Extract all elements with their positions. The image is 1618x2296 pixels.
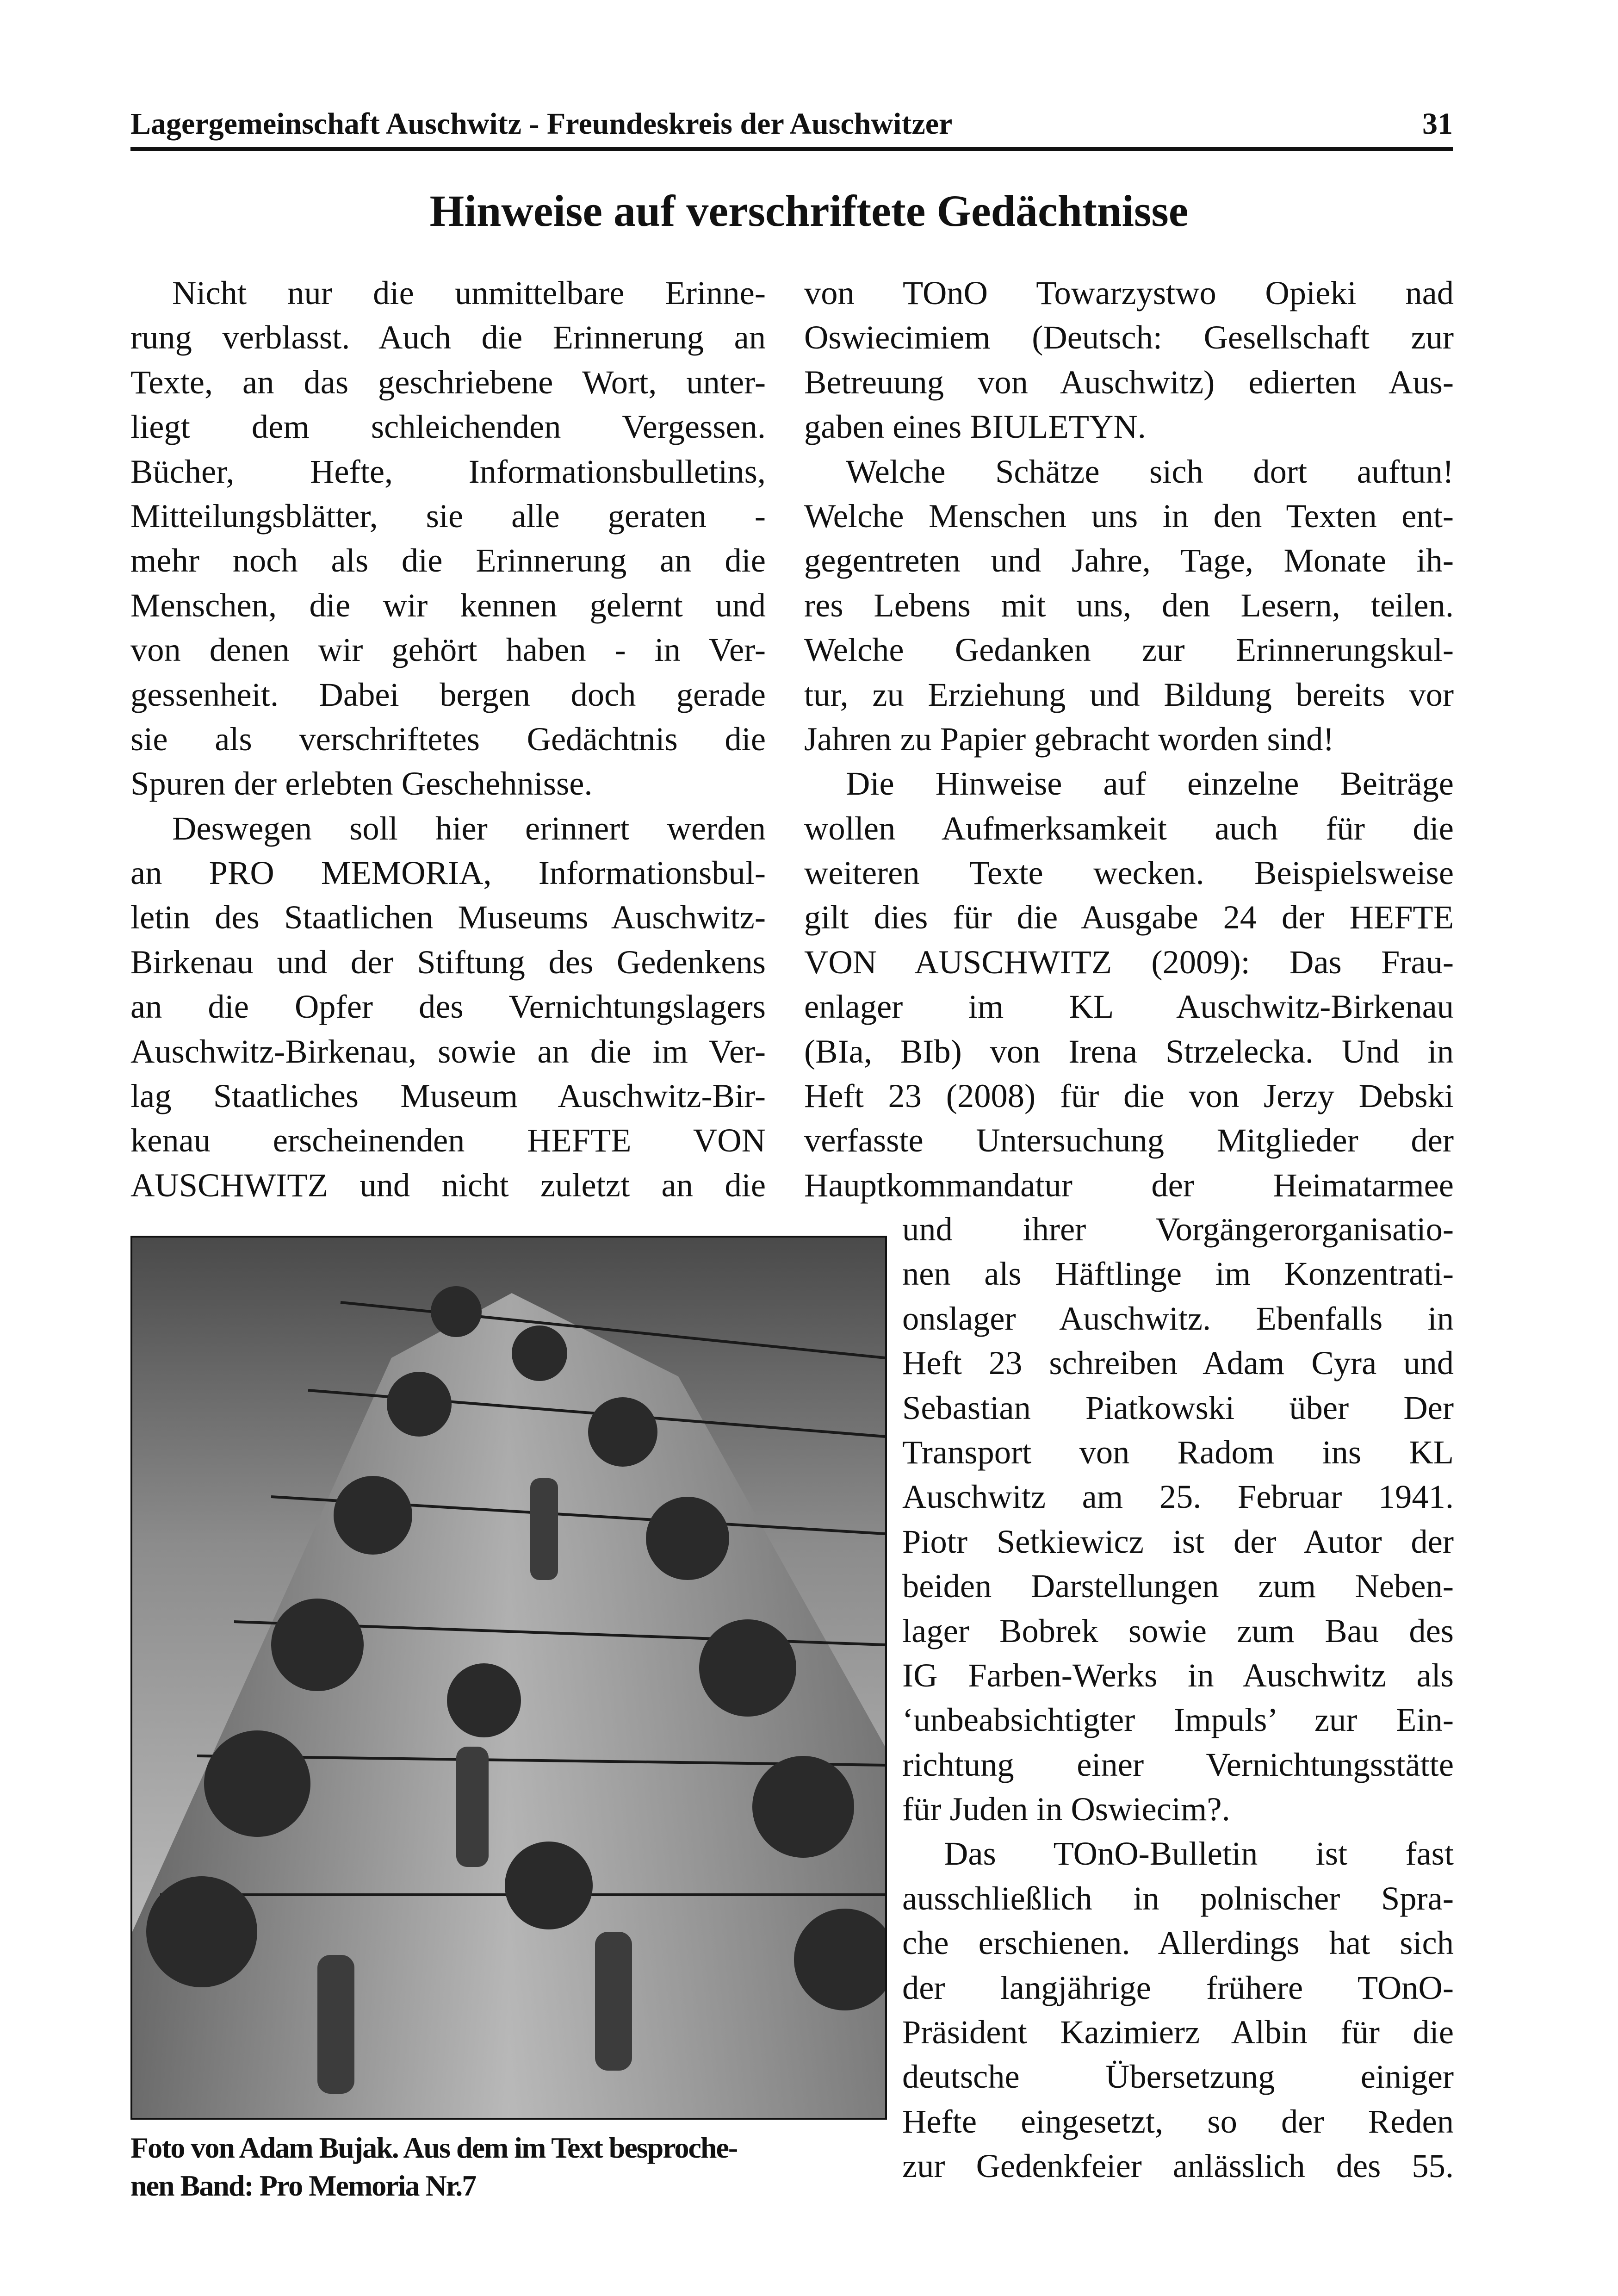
text-line: gegentreten und Jahre, Tage, Monate ih-	[804, 541, 1454, 579]
column-right	[804, 271, 1454, 1207]
text-line: weiteren Texte wecken. Beispielsweise	[804, 854, 1454, 892]
text-line: Piotr Setkiewicz ist der Autor der	[902, 1522, 1454, 1560]
text-line: Nicht nur die unmittelbare Erinne-	[172, 274, 766, 311]
text-line: mehr noch als die Erinnerung an die	[130, 541, 766, 579]
text-line: Betreuung von Auschwitz) edierten Aus-	[804, 363, 1454, 401]
running-header-title: Lagergemeinschaft Auschwitz - Freundeskreis der Auschwitzer	[130, 107, 953, 141]
text-line: an PRO MEMORIA, Informationsbul-	[130, 854, 766, 892]
text-line: VON AUSCHWITZ (2009): Das Frau-	[804, 943, 1454, 981]
text-line: Deswegen soll hier erinnert werden	[172, 809, 766, 847]
text-line: Hauptkommandatur der Heimatarmee	[804, 1166, 1454, 1204]
text-line: Spuren der erlebten Geschehnisse.	[130, 765, 593, 803]
text-line: richtung einer Vernichtungsstätte	[902, 1745, 1454, 1783]
text-line: nen als Häftlinge im Konzentrati-	[902, 1255, 1454, 1293]
column-left	[130, 271, 766, 1207]
text-line: lager Bobrek sowie zum Bau des	[902, 1612, 1454, 1649]
text-line: (BIa, BIb) von Irena Strzelecka. Und in	[804, 1032, 1454, 1070]
text-line: deutsche Übersetzung einiger	[902, 2058, 1454, 2096]
text-line: che erschienen. Allerdings hat sich	[902, 1924, 1454, 1962]
text-line: rung verblasst. Auch die Erinnerung an	[130, 318, 766, 356]
header-rule	[130, 147, 1453, 151]
text-line: Birkenau und der Stiftung des Gedenkens	[130, 943, 766, 981]
text-line: Welche Menschen uns in den Texten ent-	[804, 497, 1454, 535]
caption-line: nen Band: Pro Memoria Nr.7	[130, 2169, 476, 2202]
text-line: res Lebens mit uns, den Lesern, teilen.	[804, 586, 1454, 624]
text-line: letin des Staatlichen Museums Auschwitz-	[130, 898, 766, 936]
text-line: onslager Auschwitz. Ebenfalls in	[902, 1299, 1454, 1337]
text-line: der langjährige frühere TOnO-	[902, 1968, 1454, 2006]
page-number: 31	[1422, 107, 1453, 141]
text-line: Präsident Kazimierz Albin für die	[902, 2013, 1454, 2051]
text-line: wollen Aufmerksamkeit auch für die	[804, 809, 1454, 847]
text-line: enlager im KL Auschwitz-Birkenau	[804, 988, 1454, 1026]
text-line: Auschwitz am 25. Februar 1941.	[902, 1478, 1454, 1516]
text-line: ‘unbeabsichtigter Impuls’ zur Ein-	[902, 1701, 1454, 1739]
text-line: Menschen, die wir kennen gelernt und	[130, 586, 766, 624]
text-line: Auschwitz-Birkenau, sowie an die im Ver-	[130, 1032, 766, 1070]
text-line: an die Opfer des Vernichtungslagers	[130, 988, 766, 1026]
text-line: gilt dies für die Ausgabe 24 der HEFTE	[804, 898, 1454, 936]
text-line: Heft 23 (2008) für die von Jerzy Debski	[804, 1077, 1454, 1115]
text-line: Hefte eingesetzt, so der Reden	[902, 2102, 1454, 2140]
text-line: liegt dem schleichenden Vergessen.	[130, 408, 766, 446]
text-line: tur, zu Erziehung und Bildung bereits vor	[804, 675, 1454, 713]
text-line: Texte, an das geschriebene Wort, unter-	[130, 363, 766, 401]
column-right-wrap	[902, 1207, 1454, 2189]
text-line: ausschließlich in polnischer Spra-	[902, 1879, 1454, 1917]
text-line: Mitteilungsblätter, sie alle geraten -	[130, 497, 766, 535]
caption-line: Foto von Adam Bujak. Aus dem im Text besproche-	[130, 2131, 738, 2164]
text-line: AUSCHWITZ und nicht zuletzt an die	[130, 1166, 766, 1204]
photo-illustration	[132, 1238, 885, 2118]
text-line: Welche Schätze sich dort auftun!	[846, 452, 1454, 490]
text-line: beiden Darstellungen zum Neben-	[902, 1567, 1454, 1605]
text-line: für Juden in Oswiecim?.	[902, 1790, 1230, 1828]
article-title: Hinweise auf verschriftete Gedächtnisse	[429, 186, 1189, 236]
text-line: gessenheit. Dabei bergen doch gerade	[130, 675, 766, 713]
text-line: sie als verschriftetes Gedächtnis die	[130, 720, 766, 758]
text-line: Die Hinweise auf einzelne Beiträge	[846, 765, 1454, 803]
text-line: gaben eines BIULETYN.	[804, 408, 1146, 446]
text-line: IG Farben-Werks in Auschwitz als	[902, 1656, 1454, 1694]
text-line: Jahren zu Papier gebracht worden sind!	[804, 720, 1334, 758]
text-line: Welche Gedanken zur Erinnerungskul-	[804, 631, 1454, 669]
text-line: und ihrer Vorgängerorganisatio-	[902, 1210, 1454, 1248]
photo-caption	[130, 2129, 899, 2205]
text-line: Heft 23 schreiben Adam Cyra und	[902, 1344, 1454, 1382]
text-line: lag Staatliches Museum Auschwitz-Bir-	[130, 1077, 766, 1115]
text-line: Das TOnO-Bulletin ist fast	[944, 1835, 1454, 1873]
text-line: verfasste Untersuchung Mitglieder der	[804, 1121, 1454, 1159]
text-line: von denen wir gehört haben - in Ver-	[130, 631, 766, 669]
running-header	[130, 97, 1453, 143]
text-line: von TOnO Towarzystwo Opieki nad	[804, 274, 1454, 311]
text-line: kenau erscheinenden HEFTE VON	[130, 1121, 766, 1159]
text-line: Sebastian Piatkowski über Der	[902, 1388, 1454, 1426]
photo-fence-post	[130, 1236, 887, 2120]
text-line: Bücher, Hefte, Informationsbulletins,	[130, 452, 766, 490]
text-line: Transport von Radom ins KL	[902, 1433, 1454, 1471]
text-line: zur Gedenkfeier anlässlich des 55.	[902, 2147, 1454, 2185]
text-line: Oswiecimiem (Deutsch: Gesellschaft zur	[804, 318, 1454, 356]
